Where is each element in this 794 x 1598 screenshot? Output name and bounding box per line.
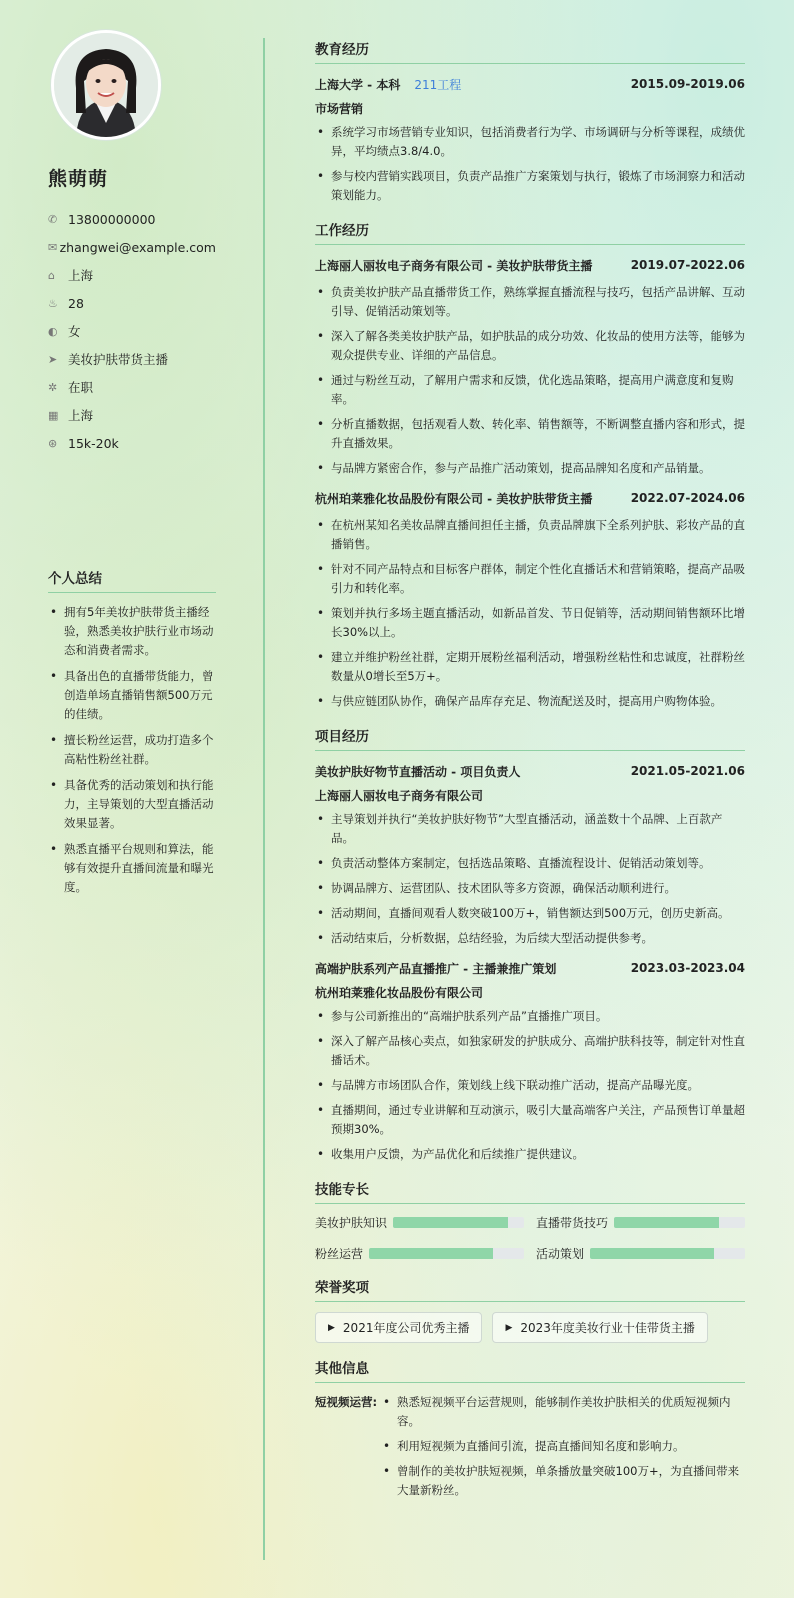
contact-item — [48, 401, 216, 429]
work-title: 工作经历 — [315, 219, 745, 245]
project-entry — [315, 958, 745, 1164]
project-list — [315, 761, 745, 1164]
education-item: • 参与校内营销实践项目，负责产品推广方案策划与执行，锻炼了市场洞察力和活动策划能力。 — [315, 167, 745, 205]
award-label: 2021年度公司优秀主播 — [342, 1321, 470, 1335]
work-company-role: 杭州珀莱雅化妆品股份有限公司 - 美妆护肤带货主播 — [315, 491, 593, 506]
candidate-name: 熊萌萌 — [48, 168, 109, 190]
project-item: • 活动期间，直播间观看人数突破100万+，销售额达到500万元，创历史新高。 — [315, 904, 745, 923]
work-head — [315, 255, 745, 275]
work-item: • 负责美妆护肤产品直播带货工作，熟练掌握直播流程与技巧，包括产品讲解、互动引导、促销活动策划等。 — [315, 283, 745, 321]
work-item: • 通过与粉丝互动，了解用户需求和反馈，优化选品策略，提高用户满意度和复购率。 — [315, 371, 745, 409]
education-head — [315, 74, 745, 94]
summary-item: • 拥有5年美妆护肤带货主播经验，熟悉美妆护肤行业市场动态和消费者需求。 — [48, 603, 216, 660]
summary-item: • 擅长粉丝运营，成功打造多个高粘性粉丝社群。 — [48, 731, 216, 769]
play-triangle-icon: ▶ — [505, 1322, 513, 1333]
right-column — [315, 38, 745, 1520]
project-name-role: 高端护肤系列产品直播推广 - 主播兼推广策划 — [315, 961, 557, 976]
work-bullets — [315, 283, 745, 478]
work-section — [315, 219, 745, 711]
status-icon: ✲ — [48, 380, 58, 394]
contact-item — [48, 317, 216, 345]
other-title: 其他信息 — [315, 1357, 745, 1383]
summary-item: • 具备优秀的活动策划和执行能力，主导策划的大型直播活动效果显著。 — [48, 776, 216, 833]
other-row — [315, 1393, 745, 1506]
send-icon: ➤ — [48, 352, 58, 366]
skill-name: 美妆护肤知识 — [315, 1216, 388, 1230]
award-label: 2023年度美妆行业十佳带货主播 — [520, 1321, 695, 1335]
awards-list — [315, 1312, 745, 1343]
other-list — [381, 1393, 745, 1506]
projects-title: 项目经历 — [315, 725, 745, 751]
contact-item — [48, 233, 216, 261]
contact-value: 13800000000 — [68, 211, 156, 227]
skills-section — [315, 1178, 745, 1262]
work-bullets — [315, 516, 745, 711]
contact-item — [48, 373, 216, 401]
phone-icon: ✆ — [48, 212, 58, 226]
contact-item — [48, 205, 216, 233]
contact-value: 15k-20k — [68, 435, 119, 451]
skill-name: 粉丝运营 — [315, 1247, 364, 1261]
project-item: • 与品牌方市场团队合作，策划线上线下联动推广活动，提高产品曝光度。 — [315, 1076, 745, 1095]
work-item: • 策划并执行多场主题直播活动，如新品首发、节日促销等，活动期间销售额环比增长30%以上。 — [315, 604, 745, 642]
education-major: 市场营销 — [315, 102, 364, 116]
skill-bar-fill — [590, 1248, 714, 1259]
contact-value: 上海 — [68, 408, 94, 423]
vertical-divider — [263, 38, 265, 1560]
projects-section — [315, 725, 745, 1164]
work-list — [315, 255, 745, 711]
skill-name: 活动策划 — [536, 1247, 585, 1261]
skill-bar — [614, 1217, 745, 1228]
cake-icon: ♨ — [48, 296, 58, 310]
project-date: 2023.03-2023.04 — [630, 961, 745, 975]
contact-item — [48, 429, 216, 457]
skill-bar-fill — [393, 1217, 508, 1228]
skill-bar-fill — [369, 1248, 493, 1259]
skill-bar — [369, 1248, 524, 1259]
contact-value: 美妆护肤带货主播 — [68, 352, 169, 367]
work-item: • 分析直播数据，包括观看人数、转化率、销售额等，不断调整直播内容和形式，提升直播效果。 — [315, 415, 745, 453]
contact-value: zhangwei@example.com — [59, 239, 216, 255]
project-item: • 主导策划并执行“美妆护肤好物节”大型直播活动，涵盖数十个品牌、上百款产品。 — [315, 810, 745, 848]
project-company: 杭州珀莱雅化妆品股份有限公司 — [315, 986, 484, 1000]
summary-title: 个人总结 — [48, 567, 216, 593]
project-item: • 收集用户反馈，为产品优化和后续推广提供建议。 — [315, 1145, 745, 1164]
work-item: • 与品牌方紧密合作，参与产品推广活动策划，提高品牌知名度和产品销量。 — [315, 459, 745, 478]
other-item: • 熟悉短视频平台运营规则，能够制作美妆护肤相关的优质短视频内容。 — [381, 1393, 745, 1431]
work-item: • 深入了解各类美妆护肤产品，如护肤品的成分功效、化妆品的使用方法等，能够为观众提供专业、详细的产品信息。 — [315, 327, 745, 365]
project-item: • 直播期间，通过专业讲解和互动演示，吸引大量高端客户关注，产品预售订单量超预期30%。 — [315, 1101, 745, 1139]
building-icon: ▦ — [48, 408, 59, 422]
summary-item: • 具备出色的直播带货能力，曾创造单场直播销售额500万元的佳绩。 — [48, 667, 216, 724]
work-entry — [315, 255, 745, 478]
school-tag: 211工程 — [414, 77, 462, 92]
summary-list — [48, 603, 216, 897]
project-bullets — [315, 810, 745, 948]
project-head — [315, 761, 745, 781]
skill-bar — [590, 1248, 745, 1259]
contact-item — [48, 261, 216, 289]
avatar — [51, 30, 161, 140]
education-title: 教育经历 — [315, 38, 745, 64]
skills-title: 技能专长 — [315, 1178, 745, 1204]
project-item: • 负责活动整体方案制定，包括选品策略、直播流程设计、促销活动策划等。 — [315, 854, 745, 873]
contact-item — [48, 345, 216, 373]
work-entry — [315, 488, 745, 711]
education-item: • 系统学习市场营销专业知识，包括消费者行为学、市场调研与分析等课程，成绩优异，平均绩点3.8/4.0。 — [315, 123, 745, 161]
summary-item: • 熟悉直播平台规则和算法，能够有效提升直播间流量和曝光度。 — [48, 840, 216, 897]
contact-value: 上海 — [68, 268, 94, 283]
skill-item — [536, 1245, 745, 1262]
contact-info-list — [48, 205, 216, 457]
project-item: • 协调品牌方、运营团队、技术团队等多方资源，确保活动顺利进行。 — [315, 879, 745, 898]
mail-icon: ✉ — [48, 240, 58, 254]
contact-item — [48, 289, 216, 317]
other-item: • 利用短视频为直播间引流，提高直播间知名度和影响力。 — [381, 1437, 745, 1456]
skill-bar — [393, 1217, 524, 1228]
other-label: 短视频运营: — [315, 1395, 378, 1409]
project-entry — [315, 761, 745, 948]
award-badge — [492, 1312, 707, 1343]
school-name: 上海大学 - 本科 — [315, 77, 401, 92]
education-section — [315, 38, 745, 205]
project-head — [315, 958, 745, 978]
left-column — [48, 30, 216, 457]
project-date: 2021.05-2021.06 — [630, 764, 745, 778]
skill-bar-fill — [614, 1217, 719, 1228]
project-item: • 深入了解产品核心卖点，如独家研发的护肤成分、高端护肤科技等，制定针对性直播话术。 — [315, 1032, 745, 1070]
gender-icon: ◐ — [48, 324, 58, 338]
contact-value: 女 — [68, 324, 81, 339]
work-company-role: 上海丽人丽妆电子商务有限公司 - 美妆护肤带货主播 — [315, 258, 593, 273]
skill-item — [315, 1245, 524, 1262]
other-item: • 曾制作的美妆护肤短视频，单条播放量突破100万+，为直播间带来大量新粉丝。 — [381, 1462, 745, 1500]
work-item: • 与供应链团队协作，确保产品库存充足、物流配送及时，提高用户购物体验。 — [315, 692, 745, 711]
salary-icon: ⊛ — [48, 436, 58, 450]
project-company: 上海丽人丽妆电子商务有限公司 — [315, 789, 484, 803]
contact-value: 在职 — [68, 380, 94, 395]
education-list — [315, 123, 745, 205]
other-section — [315, 1357, 745, 1506]
skills-grid — [315, 1214, 745, 1262]
avatar-portrait-icon — [54, 33, 158, 137]
skill-item — [536, 1214, 745, 1231]
summary-section — [48, 567, 216, 904]
skill-item — [315, 1214, 524, 1231]
play-triangle-icon: ▶ — [328, 1322, 335, 1333]
award-badge — [315, 1312, 482, 1343]
project-bullets — [315, 1007, 745, 1164]
education-date: 2015.09-2019.06 — [630, 77, 745, 91]
awards-section — [315, 1276, 745, 1343]
work-item: • 针对不同产品特点和目标客户群体，制定个性化直播话术和营销策略，提高产品吸引力和转化率。 — [315, 560, 745, 598]
skill-name: 直播带货技巧 — [536, 1216, 609, 1230]
project-item: • 参与公司新推出的“高端护肤系列产品”直播推广项目。 — [315, 1007, 745, 1026]
project-name-role: 美妆护肤好物节直播活动 - 项目负责人 — [315, 764, 521, 779]
home-icon: ⌂ — [48, 268, 55, 282]
awards-title: 荣誉奖项 — [315, 1276, 745, 1302]
work-item: • 在杭州某知名美妆品牌直播间担任主播，负责品牌旗下全系列护肤、彩妆产品的直播销售。 — [315, 516, 745, 554]
contact-value: 28 — [68, 295, 84, 311]
work-item: • 建立并维护粉丝社群，定期开展粉丝福利活动，增强粉丝粘性和忠诚度，社群粉丝数量从0增长至5万+。 — [315, 648, 745, 686]
work-head — [315, 488, 745, 508]
work-date: 2019.07-2022.06 — [630, 258, 745, 272]
work-date: 2022.07-2024.06 — [630, 491, 745, 505]
project-item: • 活动结束后，分析数据，总结经验，为后续大型活动提供参考。 — [315, 929, 745, 948]
